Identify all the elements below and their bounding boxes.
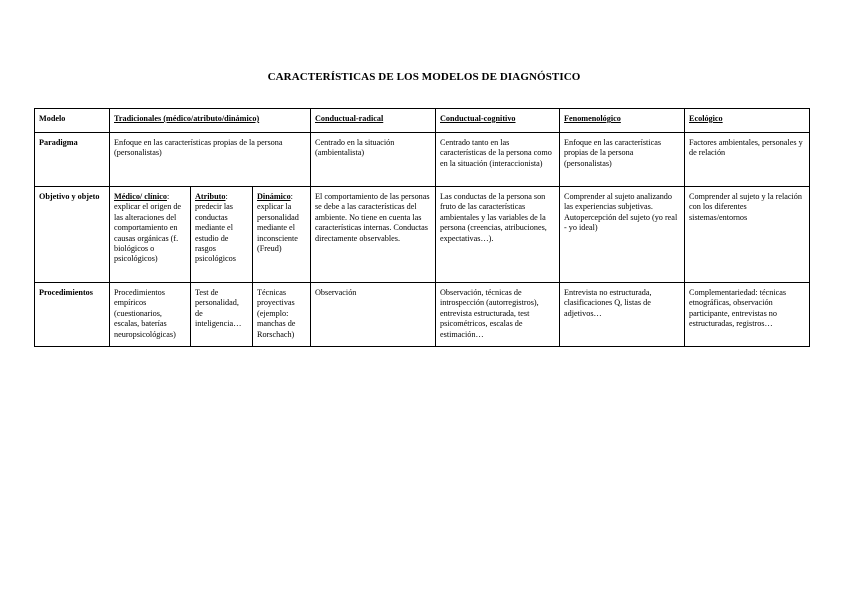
medico-label: Médico/ clínico [114,192,167,201]
table-row-procedimientos [35,283,810,347]
cell-paradigma-tradicionales: Enfoque en las características propias de la persona (personalistas) [110,133,311,187]
cell-objetivo-atributo [191,187,253,283]
cell-objetivo-conductual-cognitivo: Las conductas de la persona son fruto de las características ambientales y las variables de la persona (creencias, atribuciones, expectativas…). [436,187,560,283]
dinamico-text: : explicar la personalidad mediante el inconsciente (Freud) [257,192,299,254]
cell-objetivo-medico [110,187,191,283]
table-row-objetivo [35,187,810,283]
header-conductual-radical: Conductual-radical [311,109,436,133]
cell-procedimientos-conductual-cognitivo: Observación, técnicas de introspección (autorregistros), entrevista estructurada, test psicométricos, escalas de estimación… [436,283,560,347]
header-fenomenologico: Fenomenológico [560,109,685,133]
atributo-text: : predecir las conductas mediante el estudio de rasgos psicológicos [195,192,236,264]
document-title: CARACTERÍSTICAS DE LOS MODELOS DE DIAGNÓSTICO [267,71,581,83]
dinamico-label: Dinámico [257,192,291,201]
header-conductual-cognitivo: Conductual-cognitivo [436,109,560,133]
cell-paradigma-conductual-cognitivo: Centrado tanto en las características de la persona como en la situación (interaccionista) [436,133,560,187]
atributo-label: Atributo [195,192,226,201]
row-label-procedimientos: Procedimientos [35,283,110,347]
models-table [34,108,810,347]
cell-procedimientos-conductual-radical: Observación [311,283,436,347]
cell-objetivo-fenomenologico: Comprender al sujeto analizando las experiencias subjetivas. Autopercepción del sujeto (yo real - yo ideal) [560,187,685,283]
header-row [35,109,810,133]
cell-objetivo-conductual-radical: El comportamiento de las personas se debe a las características del ambiente. No tiene en cuenta las características internas. Conductas directamente observables. [311,187,436,283]
cell-procedimientos-fenomenologico: Entrevista no estructurada, clasificaciones Q, listas de adjetivos… [560,283,685,347]
header-tradicionales: Tradicionales (médico/atributo/dinámico) [110,109,311,133]
cell-procedimientos-atributo: Test de personalidad, de inteligencia… [191,283,253,347]
row-label-objetivo: Objetivo y objeto [35,187,110,283]
cell-paradigma-ecologico: Factores ambientales, personales y de relación [685,133,810,187]
header-ecologico: Ecológico [685,109,810,133]
cell-procedimientos-medico: Procedimientos empíricos (cuestionarios, escalas, baterías neuropsicológicas) [110,283,191,347]
header-modelo: Modelo [35,109,110,133]
table-row-paradigma [35,133,810,187]
medico-text: : explicar el origen de las alteraciones del comportamiento en causas orgánicas (f. biológicos o psicológicos) [114,192,182,264]
cell-procedimientos-dinamico: Técnicas proyectivas (ejemplo: manchas de Rorschach) [253,283,311,347]
cell-objetivo-ecologico: Comprender al sujeto y la relación con los diferentes sistemas/entornos [685,187,810,283]
cell-paradigma-fenomenologico: Enfoque en las características propias de la persona (personalistas) [560,133,685,187]
cell-objetivo-dinamico [253,187,311,283]
cell-procedimientos-ecologico: Complementariedad: técnicas etnográficas, observación participante, entrevistas no estructuradas, registros… [685,283,810,347]
row-label-paradigma: Paradigma [35,133,110,187]
cell-paradigma-conductual-radical: Centrado en la situación (ambientalista) [311,133,436,187]
